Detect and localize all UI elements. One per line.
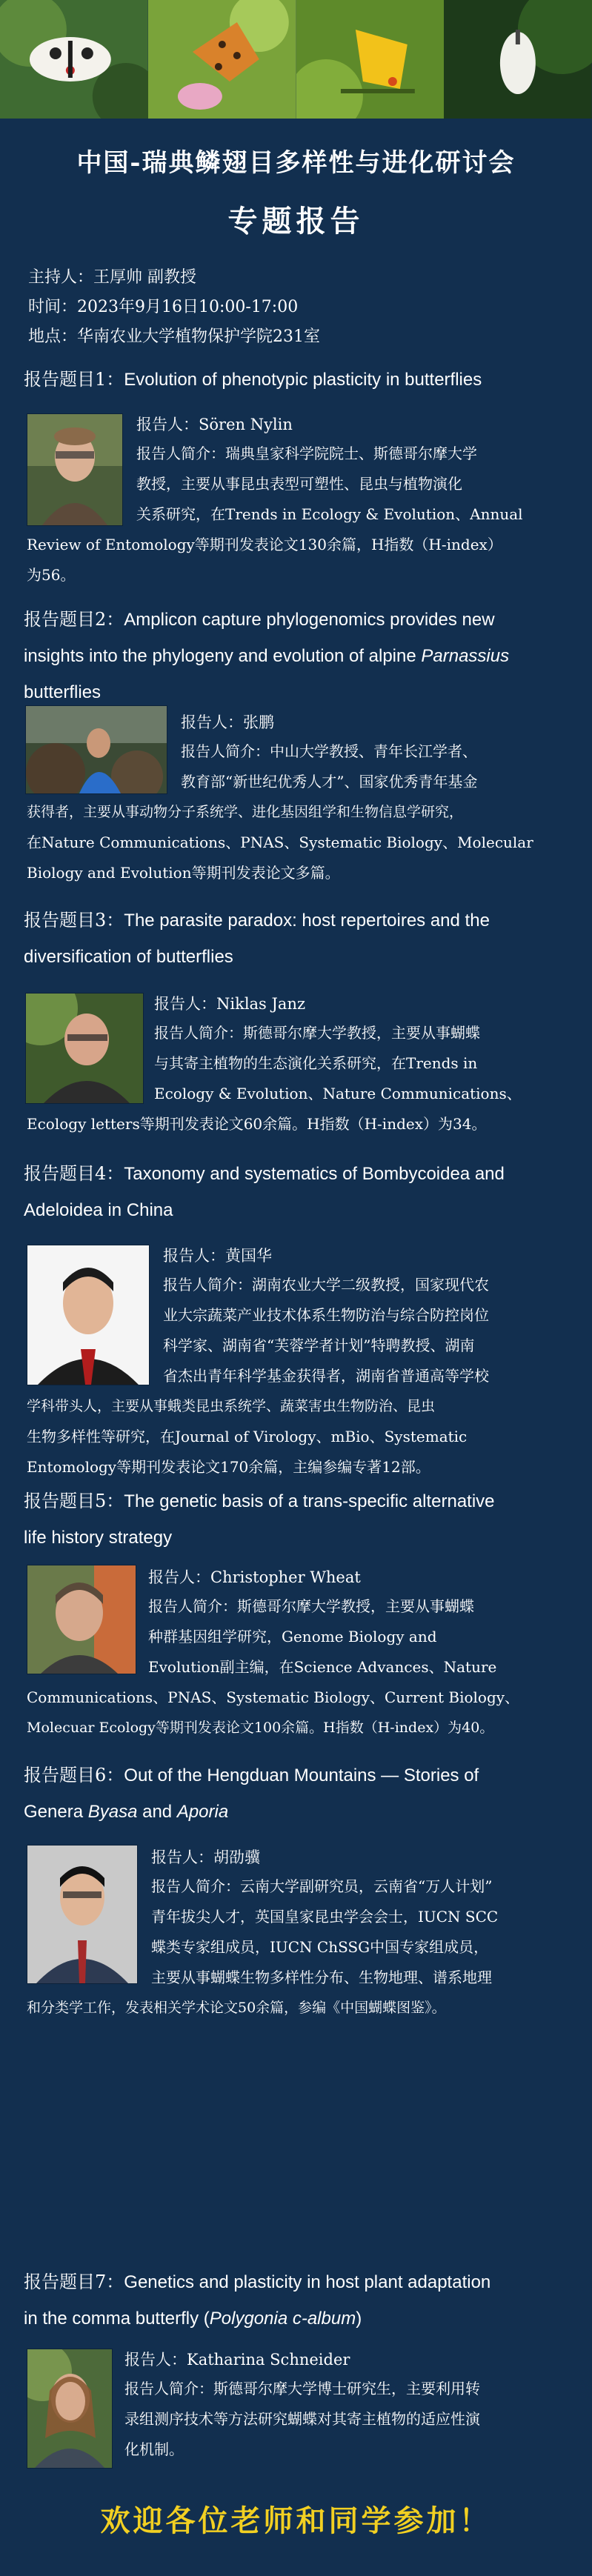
place-line: 地点：华南农业大学植物保护学院231室 [28,327,320,346]
talk-4-bio-line: 报告人简介：湖南农业大学二级教授，国家现代农 [163,1276,489,1294]
talk-6-title-italic-a: Byasa [87,1802,138,1822]
talk-4-label: 报告题目4： [24,1163,124,1184]
talk-2-title-line-2: insights into the phylogeny and evolution of alpine [24,646,422,666]
talk-1-bio-line: 关系研究，在Trends in Ecology & Evolution、Annual [136,505,523,523]
talk-2-title-line-1: Amplicon capture phylogenomics provides new [124,610,495,630]
talk-5-bio-line: Communications、PNAS、Systematic Biology、Current Biology、 [27,1688,520,1706]
page-title: 中国-瑞典鳞翅目多样性与进化研讨会 [76,148,516,178]
talk-6-title-line-2b: and [137,1802,177,1822]
talk-6-title [24,1757,572,1830]
talk-7-bio-line: 录组测序技术等方法研究蝴蝶对其寄主植物的适应性演 [124,2410,480,2428]
page-subtitle: 专题报告 [227,204,365,239]
talk-1-bio-line: 为56。 [27,566,76,584]
talk-3-bio-line: Ecology letters等期刊发表论文60余篇。H指数（H-index）为34。 [27,1115,487,1133]
host-line: 主持人：王厚帅 副教授 [28,268,196,287]
talk-5-bio-line: 报告人简介：斯德哥尔摩大学教授，主要从事蝴蝶 [148,1597,474,1615]
talk-7-bio-line: 报告人简介：斯德哥尔摩大学博士研究生，主要利用转 [124,2380,480,2397]
banner-photo-moth [444,0,592,119]
talk-4-bio-line: 业大宗蔬菜产业技术体系生物防治与综合防控岗位 [163,1306,489,1324]
talk-4-title [24,1156,572,1228]
talk-3-bio-line: 报告人简介：斯德哥尔摩大学教授，主要从事蝴蝶 [154,1024,480,1042]
talk-3-title [24,902,572,975]
talk-7-speaker: 报告人：Katharina Schneider [124,2351,350,2369]
talk-7-title-line-1: Genetics and plasticity in host plant adaptation [124,2272,491,2292]
talk-1-bio-line: 报告人简介：瑞典皇家科学院院士、斯德哥尔摩大学 [136,445,477,462]
talk-2-bio [27,736,575,888]
talk-2-speaker: 报告人：张鹏 [181,713,274,731]
talk-2-bio-line: 在Nature Communications、PNAS、Systematic Biology、Molecular [27,833,533,851]
talk-4-title-line-2: Adeloidea in China [24,1200,173,1220]
talk-2-bio-line: 报告人简介：中山大学教授、青年长江学者、 [181,742,477,760]
talk-7-bio-line: 化机制。 [124,2440,184,2458]
banner-photo-fritillary [148,0,296,119]
talk-5-bio-line: Molecuar Ecology等期刊发表论文100余篇。H指数（H-index）为40。 [27,1720,494,1736]
talk-1-title [24,362,572,398]
talk-6-bio [27,1871,575,2023]
talk-2-bio-line: Biology and Evolution等期刊发表论文多篇。 [27,864,340,882]
talk-4-bio-line: 科学家、湖南省“芙蓉学者计划”特聘教授、湖南 [163,1337,475,1354]
talk-5-title-line-1: The genetic basis of a trans-specific alternative [124,1491,495,1511]
talk-6-bio-line: 和分类学工作，发表相关学术论文50余篇，参编《中国蝴蝶图鉴》。 [27,2000,446,2016]
talk-1-bio-line: 教授，主要从事昆虫表型可塑性、昆虫与植物演化 [136,475,462,493]
talk-4-bio-line: 生物多样性等研究，在Journal of Virology、mBio、Systematic [27,1428,468,1445]
talk-4-speaker: 报告人：黄国华 [163,1247,272,1265]
talk-5-label: 报告题目5： [24,1491,124,1511]
talk-4-bio-line: 学科带头人，主要从事蛾类昆虫系统学、蔬菜害虫生物防治、昆虫 [27,1398,436,1414]
talk-3-speaker: 报告人：Niklas Janz [154,995,306,1013]
talk-3-bio-line: Ecology & Evolution、Nature Communications、 [154,1085,522,1102]
talk-7-title [24,2264,572,2337]
talk-1-label: 报告题目1： [24,369,124,390]
talk-7-speaker-photo [27,2349,113,2469]
welcome-footer: 欢迎各位老师和同学参加！ [100,2503,492,2538]
talk-1-bio [27,439,575,590]
event-info [28,263,320,352]
talk-5-title [24,1483,572,1556]
talk-6-speaker: 报告人：胡劭骥 [151,1848,260,1866]
talk-2-bio-line: 教育部“新世纪优秀人才”、国家优秀青年基金 [181,773,478,791]
talk-4-title-line-1: Taxonomy and systematics of Bombycoidea and [124,1164,505,1184]
talk-5-bio-line: 种群基因组学研究，Genome Biology and [148,1628,437,1645]
talk-6-bio-line: 报告人简介：云南大学副研究员，云南省“万人计划” [151,1877,493,1895]
banner-photo-hairstreak [296,0,445,119]
talk-4-bio-line: Entomology等期刊发表论文170余篇，主编参编专著12部。 [27,1458,430,1476]
talk-2-title-italic: Parnassius [421,646,510,666]
talk-7-title-italic: Polygonia c-album [209,2309,356,2329]
talk-6-bio-line: 青年拔尖人才，英国皇家昆虫学会会士，IUCN SCC [151,1908,499,1926]
talk-6-title-line-2a: Genera [24,1802,88,1822]
talk-6-bio-line: 蝶类专家组成员，IUCN ChSSG中国专家组成员， [151,1938,489,1956]
talk-6-title-italic-b: Aporia [176,1802,229,1822]
talk-2-label: 报告题目2： [24,609,124,630]
talk-7-title-line-2b: ) [356,2309,362,2329]
talk-6-label: 报告题目6： [24,1765,124,1785]
talk-5-bio [27,1591,575,1743]
talk-5-bio-line: Evolution副主编，在Science Advances、Nature [148,1658,497,1676]
talk-1-title-text: Evolution of phenotypic plasticity in butterflies [124,370,482,390]
talk-4-bio-line: 省杰出青年科学基金获得者，湖南省普通高等学校 [163,1367,489,1385]
talk-7-bio [124,2374,576,2465]
talk-3-label: 报告题目3： [24,910,124,931]
talk-3-bio-line: 与其寄主植物的生态演化关系研究，在Trends in [154,1054,478,1072]
butterfly-banner [0,0,592,119]
header [0,141,592,247]
talk-4-bio [27,1270,575,1482]
time-line: 时间：2023年9月16日10:00-17:00 [28,298,299,316]
talk-6-bio-line: 主要从事蝴蝶生物多样性分布、生物地理、谱系地理 [151,1968,492,1986]
talk-5-title-line-2: life history strategy [24,1528,173,1548]
talk-6-title-line-1: Out of the Hengduan Mountains — Stories of [124,1765,479,1785]
talk-7-label: 报告题目7： [24,2272,124,2292]
talk-7-title-line-2a: in the comma butterfly ( [24,2309,210,2329]
talk-1-speaker: 报告人：Sören Nylin [136,416,293,433]
talk-2-title-line-3: butterflies [24,682,102,702]
talk-3-bio [27,1018,575,1139]
talk-3-title-line-1: The parasite paradox: host repertoires and the [124,911,490,931]
talk-1-bio-line: Review of Entomology等期刊发表论文130余篇，H指数（H-index） [27,536,502,553]
talk-5-speaker: 报告人：Christopher Wheat [148,1568,361,1586]
talk-2-bio-line: 获得者，主要从事动物分子系统学、进化基因组学和生物信息学研究， [27,804,464,820]
banner-photo-apollo [0,0,148,119]
talk-3-title-line-2: diversification of butterflies [24,947,233,967]
talk-2-title [24,602,572,710]
